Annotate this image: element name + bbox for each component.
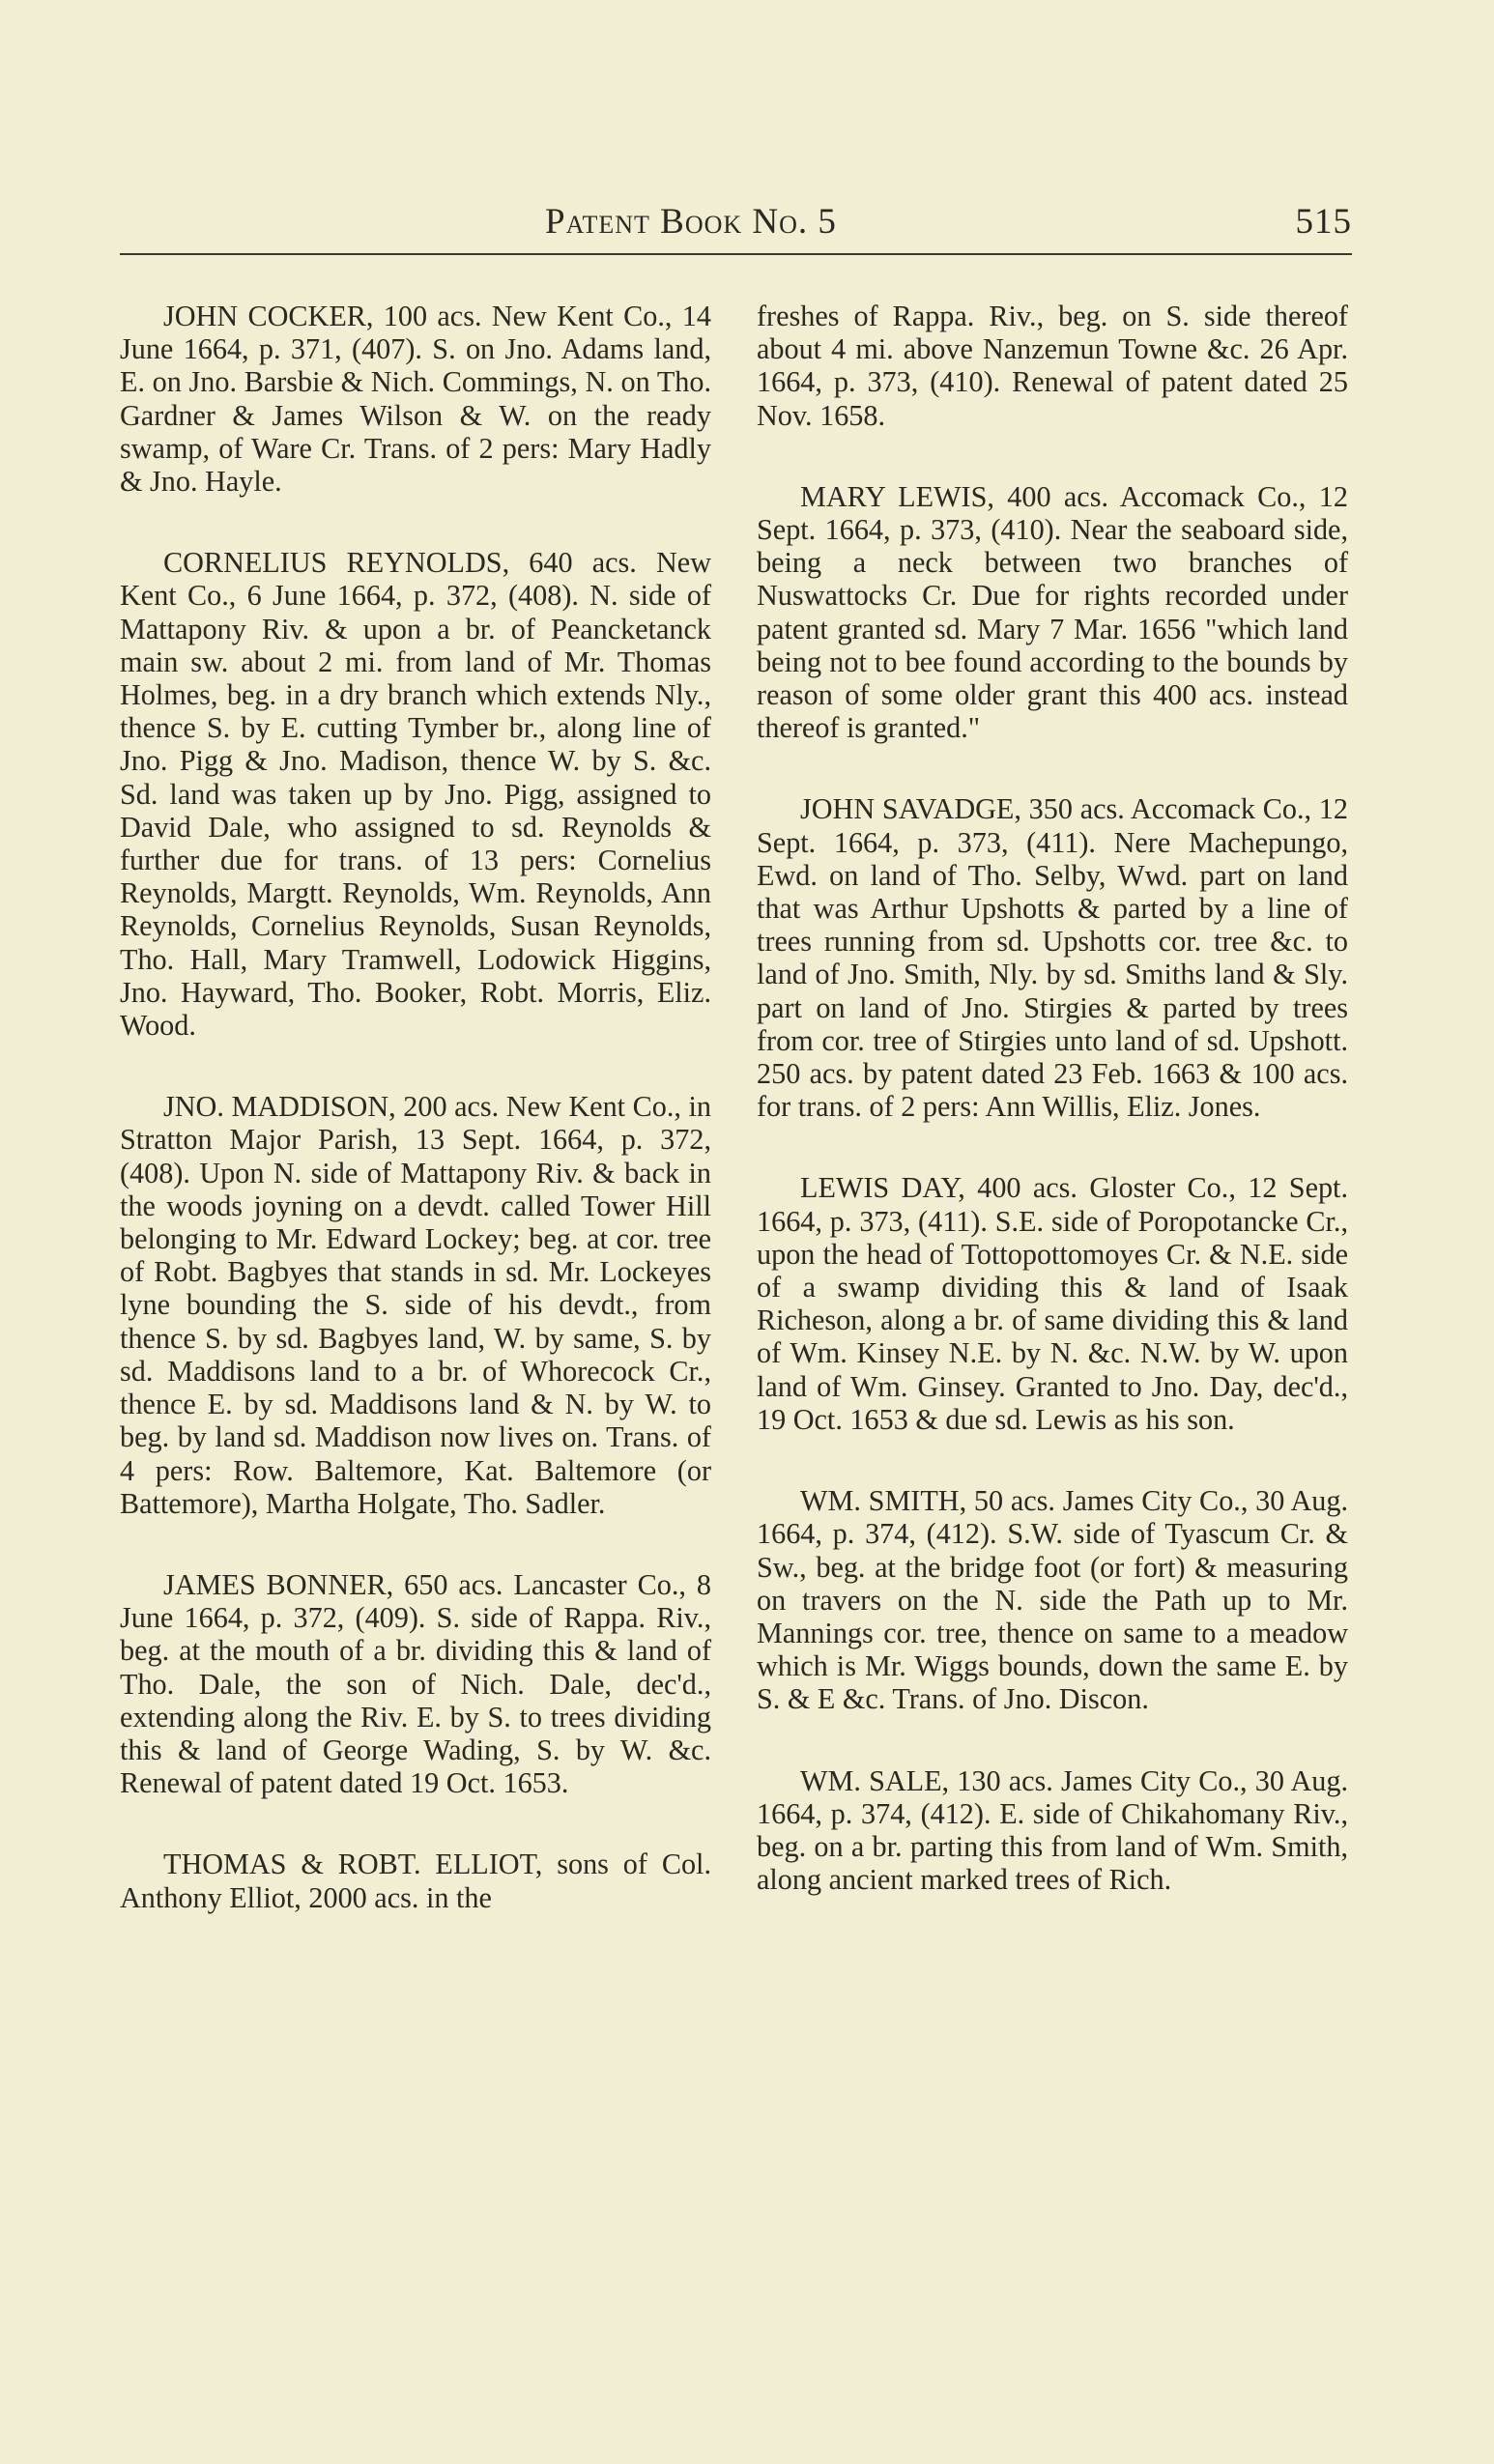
page-header bbox=[120, 197, 1352, 245]
patent-entry-savadge: JOHN SAVADGE, 350 acs. Accomack Co., 12 Sept. 1664, p. 373, (411). Nere Machepungo, Ewd. on land of Tho. Selby, Wwd. part on land that was Arthur Upshotts & parted by a line of trees running from sd. Upshotts cor. tree &c. to land of Jno. Smith, Nly. by sd. Smiths land & Sly. part on land of Jno. Stirgies & parted by trees from cor. tree of Stirgies unto land of sd. Upshott. 250 acs. by patent dated 23 Feb. 1663 & 100 acs. for trans. of 2 pers: Ann Willis, Eliz. Jones. bbox=[757, 792, 1348, 1124]
patent-entry-cocker: JOHN COCKER, 100 acs. New Kent Co., 14 June 1664, p. 371, (407). S. on Jno. Adams land, E. on Jno. Barsbie & Nich. Commings, N. on Tho. Gardner & James Wilson & W. on the ready swamp, of Ware Cr. Trans. of 2 pers: Mary Hadly & Jno. Hayle. bbox=[120, 300, 711, 499]
header-rule bbox=[120, 253, 1352, 255]
right-column bbox=[757, 300, 1348, 1896]
patent-entry-sale: WM. SALE, 130 acs. James City Co., 30 Aug. 1664, p. 374, (412). E. side of Chikahomany Riv., beg. on a br. parting this from land of Wm. Smith, along ancient marked trees of Rich. bbox=[757, 1763, 1348, 1897]
patent-entry-elliot: THOMAS & ROBT. ELLIOT, sons of Col. Anthony Elliot, 2000 acs. in the bbox=[120, 1848, 711, 1914]
left-column bbox=[120, 300, 711, 1914]
running-head bbox=[545, 201, 837, 243]
patent-entry-day: LEWIS DAY, 400 acs. Gloster Co., 12 Sept. 1664, p. 373, (411). S.E. side of Poropotancke Cr., upon the head of Tottopottomoyes Cr. & N.E. side of a swamp dividing this & land of Isaak Richeson, along a br. of same dividing this & land of Wm. Kinsey N.E. by N. &c. N.W. by W. upon land of Wm. Ginsey. Granted to Jno. Day, dec'd., 19 Oct. 1653 & due sd. Lewis as his son. bbox=[757, 1171, 1348, 1436]
patent-entry-reynolds: CORNELIUS REYNOLDS, 640 acs. New Kent Co., 6 June 1664, p. 372, (408). N. side of Mattapony Riv. & upon a br. of Peancketanck main sw. about 2 mi. from land of Mr. Thomas Holmes, beg. in a dry branch which extends Nly., thence S. by E. cutting Tymber br., along line of Jno. Pigg & Jno. Madison, thence W. by S. &c. Sd. land was taken up by Jno. Pigg, assigned to David Dale, who assigned to sd. Reynolds & further due for trans. of 13 pers: Cornelius Reynolds, Margtt. Reynolds, Wm. Reynolds, Ann Reynolds, Cornelius Reynolds, Susan Reynolds, Tho. Hall, Mary Tramwell, Lodowick Higgins, Jno. Hayward, Tho. Booker, Robt. Morris, Eliz. Wood. bbox=[120, 546, 711, 1043]
patent-entry-smith: WM. SMITH, 50 acs. James City Co., 30 Aug. 1664, p. 374, (412). S.W. side of Tyascum Cr. & Sw., beg. at the bridge foot (or fort) & measuring on travers on the N. side the Path up to Mr. Mannings cor. tree, thence on same to a meadow which is Mr. Wiggs bounds, down the same E. by S. & E &c. Trans. of Jno. Discon. bbox=[757, 1484, 1348, 1716]
patent-entry-elliot-continued: freshes of Rappa. Riv., beg. on S. side thereof about 4 mi. above Nanzemun Towne &c. 26 Apr. 1664, p. 373, (410). Renewal of patent dated 25 Nov. 1658. bbox=[757, 300, 1348, 432]
page-number: 515 bbox=[1295, 202, 1352, 242]
patent-entry-bonner: JAMES BONNER, 650 acs. Lancaster Co., 8 June 1664, p. 372, (409). S. side of Rappa. Riv., beg. at the mouth of a br. dividing this & land of Tho. Dale, the son of Nich. Dale, dec'd., extending along the Riv. E. by S. to trees dividing this & land of George Wading, S. by W. &c. Renewal of patent dated 19 Oct. 1653. bbox=[120, 1567, 711, 1800]
patent-entry-maddison: JNO. MADDISON, 200 acs. New Kent Co., in Stratton Major Parish, 13 Sept. 1664, p. 372, (408). Upon N. side of Mattapony Riv. & back in the woods joyning on a devdt. called Tower Hill belonging to Mr. Edward Lockey; beg. at cor. tree of Robt. Bagbyes that stands in sd. Mr. Lockeyes lyne bounding the S. side of his devdt., from thence S. by sd. Bagbyes land, W. by same, S. by sd. Maddisons land to a br. of Whorecock Cr., thence E. by sd. Maddisons land & N. by W. to beg. by land sd. Maddison now lives on. Trans. of 4 pers: Row. Baltemore, Kat. Baltemore (or Battemore), Martha Holgate, Tho. Sadler. bbox=[120, 1090, 711, 1520]
running-head-text: Patent Book No. 5 bbox=[545, 202, 837, 242]
patent-entry-lewis: MARY LEWIS, 400 acs. Accomack Co., 12 Sept. 1664, p. 373, (410). Near the seaboard side, being a neck between two branches of Nuswattocks Cr. Due for rights recorded under patent granted sd. Mary 7 Mar. 1656 "which land being not to bee found according to the bounds by reason of some older grant this 400 acs. instead thereof is granted." bbox=[757, 479, 1348, 745]
